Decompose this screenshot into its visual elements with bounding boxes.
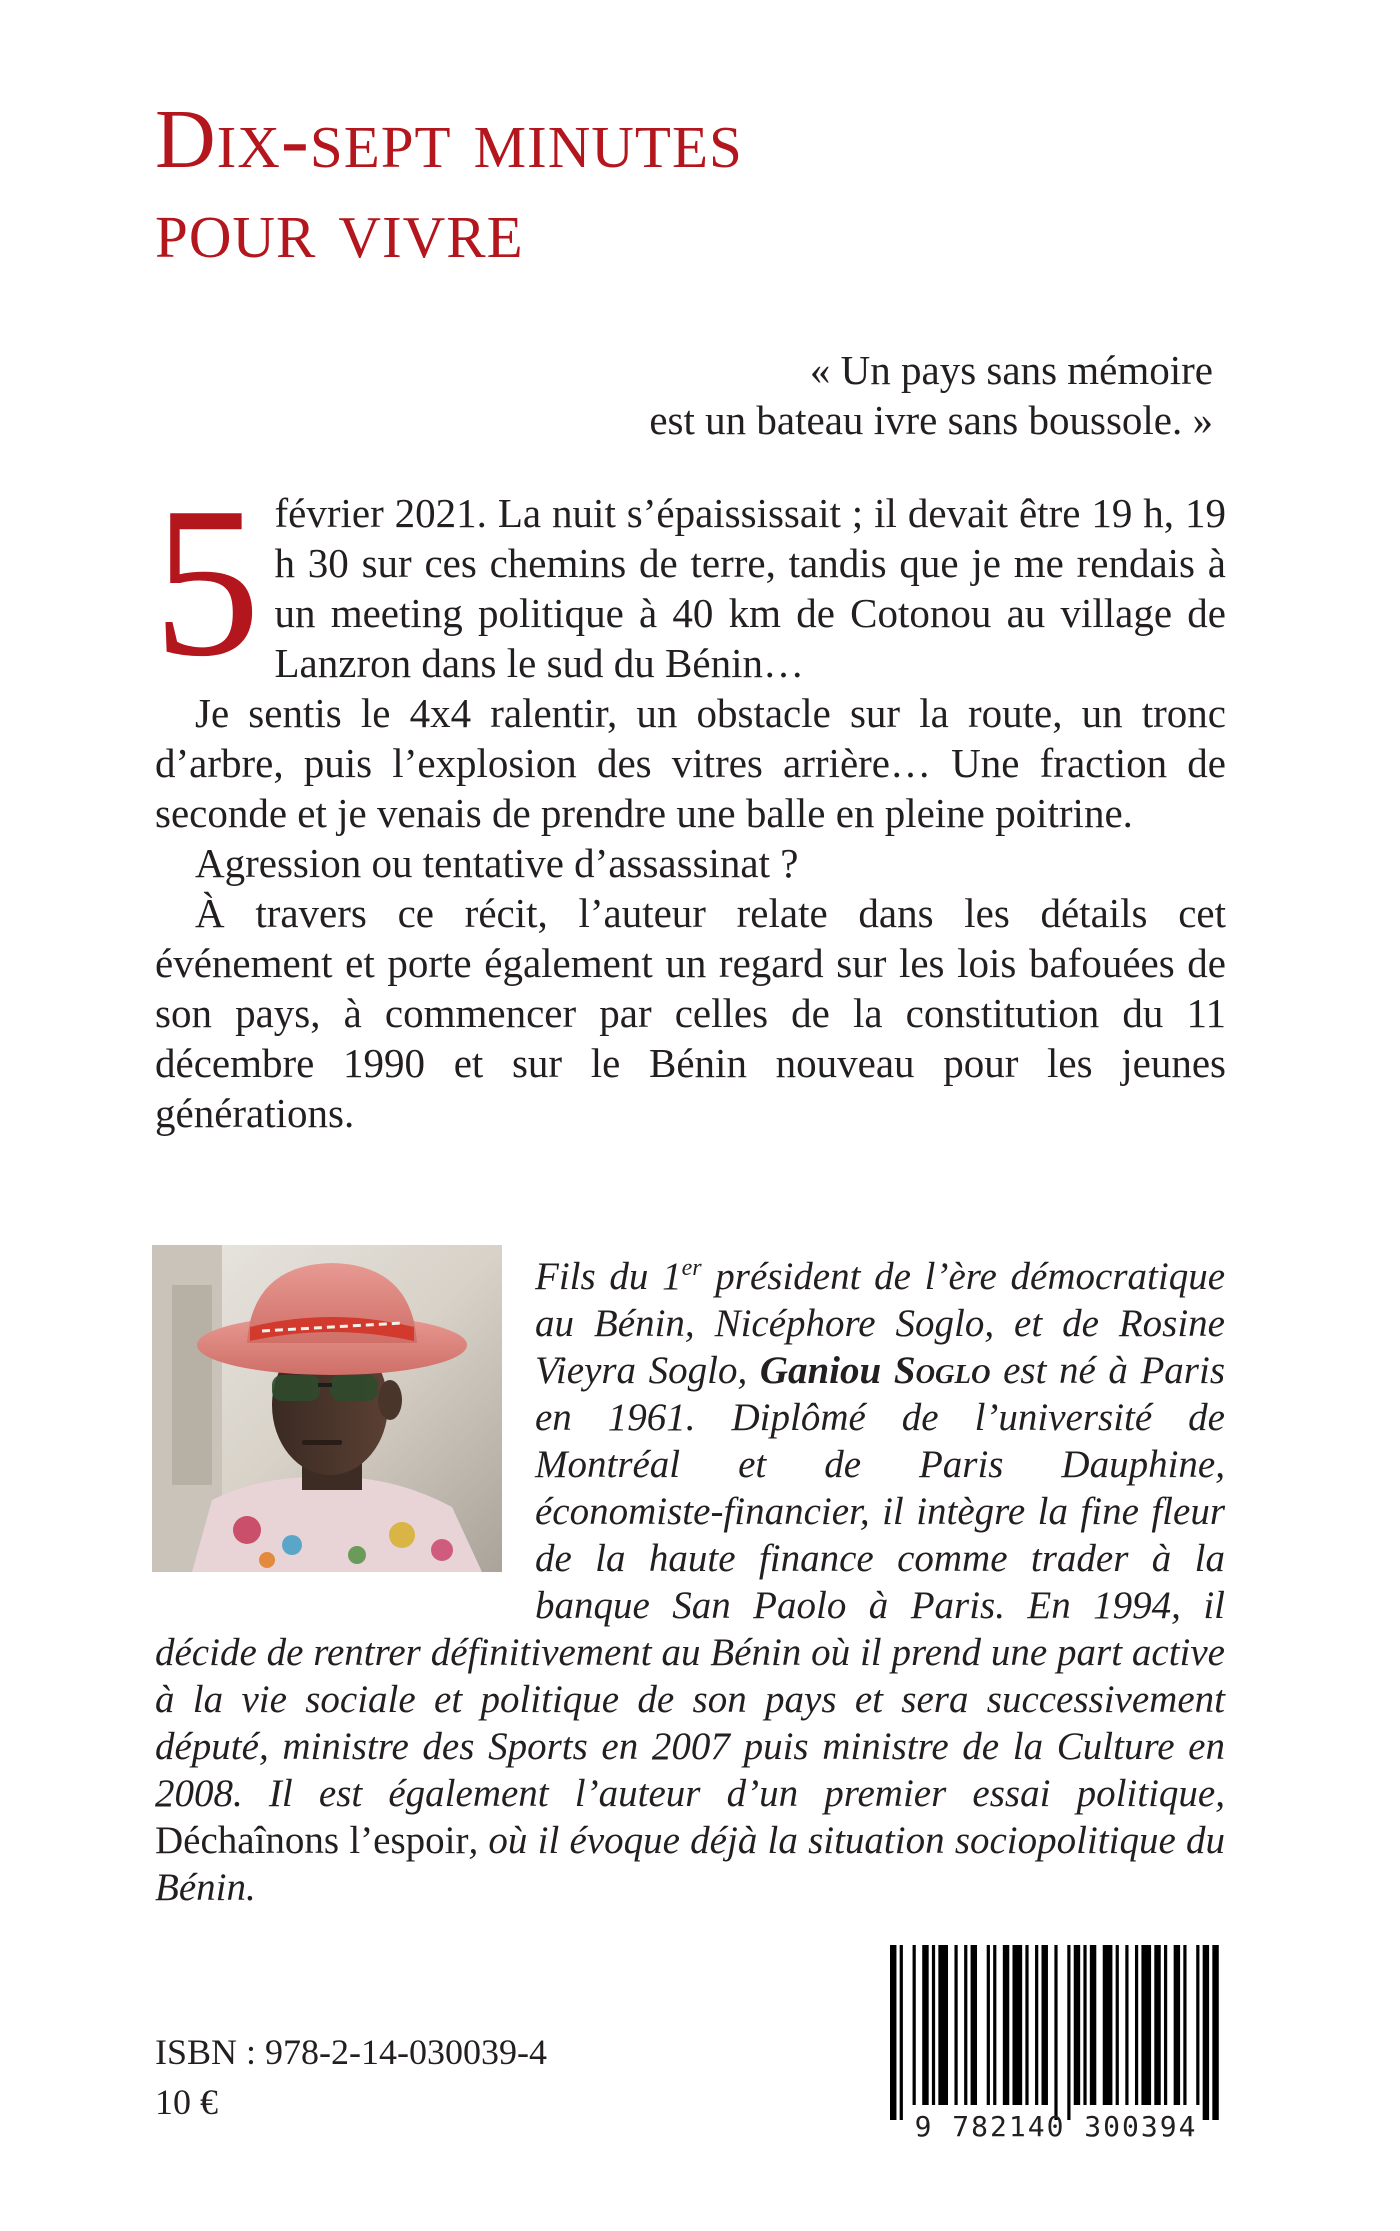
barcode-bar	[1083, 1945, 1086, 2105]
barcode-bar	[971, 1945, 977, 2105]
barcode-bar	[1090, 1945, 1096, 2105]
author-surname: Soglo	[893, 1349, 991, 1392]
barcode-bar	[922, 1945, 928, 2105]
bio-intro: Fils du 1	[535, 1255, 682, 1298]
synopsis-paragraph-1	[153, 462, 1226, 701]
bio-part-2: est né à Paris en 1961. Diplômé de l’université de Montréal et de Paris Dauphine, économiste-financier, il intègre la fine fleur de la haute finance comme trader à la banque San Paolo à Paris. En 1994, il décide de rentrer définitivement au Bénin où il prend une part active à la vie sociale et politique de son pays et sera successivement député, ministre des Sports en 2007 puis ministre de la Culture en 2008. Il est également l’auteur d’un premier essai politique,	[155, 1349, 1225, 1815]
title-line-2: pour vivre	[155, 183, 524, 276]
title-line-1: Dix-sept minutes	[155, 93, 743, 186]
author-bio	[155, 1245, 1225, 1911]
bio-superscript: er	[681, 1255, 702, 1281]
previous-book-title: Déchaînons l’espoir	[155, 1819, 469, 1862]
book-title	[155, 93, 743, 276]
synopsis-paragraph-1-text: février 2021. La nuit s’épaississait ; il devait être 19 h, 19 h 30 sur ces chemins de terre, tandis que je me rendais à un meeting politique à 40 km de Cotonou au village de Lanzron dans le sud du Bénin…	[274, 490, 1226, 686]
drop-cap: 5	[153, 462, 261, 701]
barcode-bar	[900, 1945, 903, 2120]
epigraph-line-1: « Un pays sans mémoire	[809, 347, 1213, 393]
barcode-icon	[886, 1945, 1226, 2120]
epigraph-line-2: est un bateau ivre sans boussole. »	[649, 397, 1213, 443]
barcode-bar	[932, 1945, 935, 2105]
barcode-bar	[1103, 1945, 1113, 2105]
barcode-bar	[1135, 1945, 1138, 2105]
bio-part-3: , où il évoque déjà la situation sociopolitique du Bénin.	[155, 1819, 1226, 1909]
synopsis-paragraph-3: Agression ou tentative d’assassinat ?	[195, 840, 799, 886]
barcode-digits: 9 782140 300394	[914, 2110, 1198, 2143]
barcode-bar	[1196, 1945, 1199, 2105]
barcode-bar	[1003, 1945, 1009, 2105]
author-first-name: Ganiou	[759, 1349, 882, 1392]
barcode-bar	[964, 1945, 967, 2105]
barcode-bar	[1067, 1945, 1070, 2120]
barcode-bar	[1141, 1945, 1151, 2105]
barcode-bar	[1183, 1945, 1186, 2105]
barcode-bar	[954, 1945, 957, 2105]
barcode-bar	[1074, 1945, 1080, 2105]
barcode-bar	[1164, 1945, 1167, 2105]
synopsis	[153, 462, 1226, 1138]
barcode-bar	[1012, 1945, 1022, 2105]
barcode-bar	[1054, 1945, 1057, 2120]
barcode-bar	[993, 1945, 996, 2105]
bio-part-1: président de l’ère démocratique au Bénin, Nicéphore Soglo, et de Rosine Vieyra Soglo,	[535, 1255, 1225, 1392]
barcode-bar	[938, 1945, 948, 2105]
barcode-bar	[913, 1945, 916, 2105]
barcode-bar	[890, 1945, 896, 2120]
isbn: ISBN : 978-2-14-030039-4	[155, 2032, 547, 2072]
barcode-bar	[987, 1945, 990, 2105]
barcode-bar	[1154, 1945, 1160, 2105]
epigraph	[649, 345, 1213, 445]
barcode-bar	[1116, 1945, 1119, 2105]
barcode-bar	[1035, 1945, 1038, 2105]
barcode-bar	[1174, 1945, 1180, 2105]
barcode-bar	[1212, 1945, 1218, 2120]
photo-placeholder-float	[155, 1245, 535, 1615]
synopsis-paragraph-2: Je sentis le 4x4 ralentir, un obstacle sur la route, un tronc d’arbre, puis l’explosion des vitres arrière… Une fraction de seconde et je venais de prendre une balle en pleine poitrine.	[155, 690, 1226, 836]
price: 10 €	[155, 2082, 218, 2122]
barcode-bar	[1025, 1945, 1028, 2105]
barcode-bar	[1125, 1945, 1128, 2105]
barcode-bar	[1203, 1945, 1209, 2120]
barcode-bar	[1042, 1945, 1048, 2105]
synopsis-paragraph-4: À travers ce récit, l’auteur relate dans les détails cet événement et porte également un regard sur les lois bafouées de son pays, à commencer par celles de la constitution du 11 décembre 1990 et sur le Bénin nouveau pour les jeunes générations.	[155, 890, 1226, 1136]
